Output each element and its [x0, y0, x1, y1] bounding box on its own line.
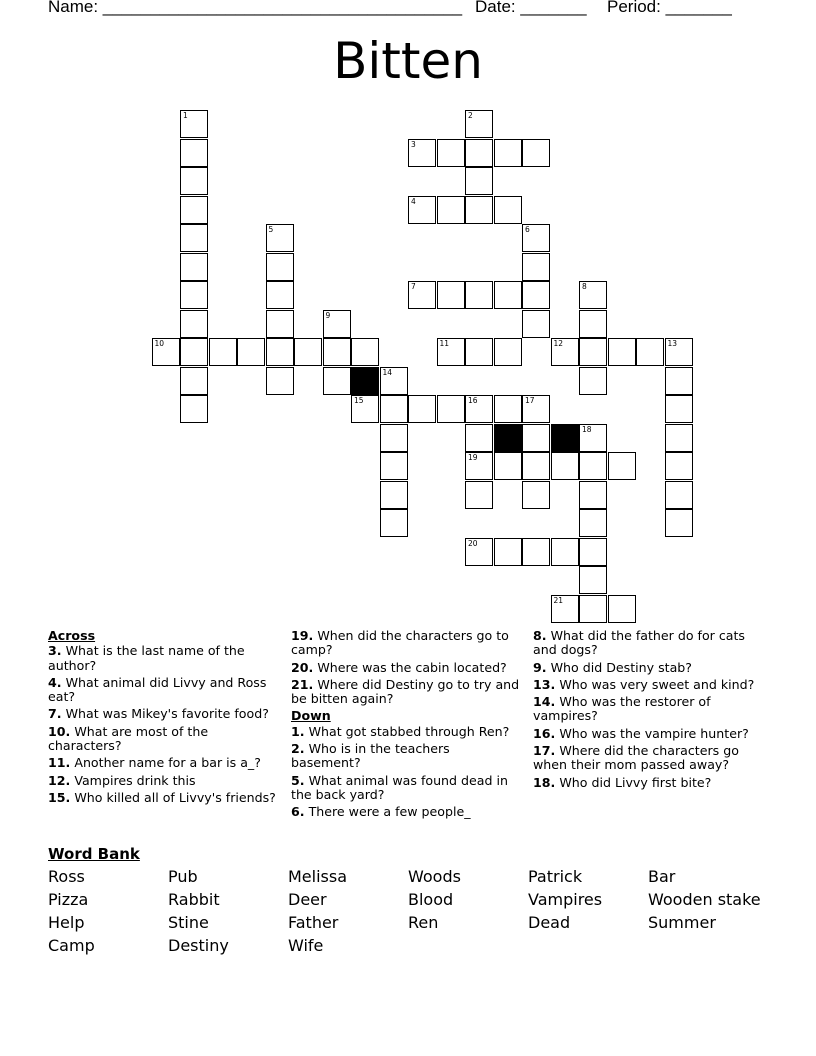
- clue-item-text: What is the last name of the author?: [48, 643, 245, 673]
- clue-item: [291, 678, 523, 707]
- clue-item-number: 9.: [533, 659, 547, 675]
- grid-cell[interactable]: [579, 367, 607, 395]
- clue-item-number: 8.: [533, 628, 547, 643]
- word-bank-item: Summer: [648, 913, 716, 932]
- grid-cell[interactable]: [579, 595, 607, 623]
- clue-item-number: 16.: [533, 725, 556, 741]
- black-cell: [494, 424, 522, 452]
- grid-cell[interactable]: [522, 281, 550, 309]
- clue-item-text: Who was the vampire hunter?: [559, 725, 749, 741]
- grid-cell[interactable]: [551, 452, 579, 480]
- grid-cell[interactable]: [579, 509, 607, 537]
- clue-item-number: 11.: [48, 755, 71, 771]
- clue-item: [533, 727, 765, 741]
- grid-cell[interactable]: [608, 595, 636, 623]
- clue-item-number: 21.: [291, 676, 314, 692]
- clue-item-text: What animal did Livvy and Ross eat?: [48, 674, 267, 705]
- grid-cell[interactable]: [380, 367, 408, 395]
- grid-cell[interactable]: [465, 395, 493, 423]
- clue-item-number: 18.: [533, 774, 556, 790]
- word-bank-item: Rabbit: [168, 890, 220, 909]
- grid-cell[interactable]: [180, 196, 208, 224]
- grid-cell[interactable]: [237, 338, 265, 366]
- grid-cell[interactable]: [380, 395, 408, 423]
- word-bank-title: Word Bank: [48, 845, 140, 863]
- grid-cell[interactable]: [465, 110, 493, 138]
- clue-item-number: 12.: [48, 772, 71, 788]
- clue-number: 9: [325, 310, 331, 320]
- grid-cell[interactable]: [636, 338, 664, 366]
- word-bank-item: Pizza: [48, 890, 89, 909]
- clue-item-text: Who did Destiny stab?: [550, 659, 692, 675]
- grid-cell[interactable]: [665, 395, 693, 423]
- clue-item-number: 7.: [48, 706, 62, 722]
- clue-item-text: Who did Livvy first bite?: [559, 774, 712, 790]
- word-bank-item: Ross: [48, 867, 85, 886]
- clue-item: [533, 695, 765, 724]
- grid-cell[interactable]: [408, 281, 436, 309]
- grid-cell[interactable]: [579, 481, 607, 509]
- grid-cell[interactable]: [494, 338, 522, 366]
- grid-cell[interactable]: [351, 395, 379, 423]
- grid-cell[interactable]: [323, 310, 351, 338]
- clue-item-text: What did the father do for cats and dogs?: [533, 628, 745, 658]
- grid-cell[interactable]: [665, 424, 693, 452]
- word-bank-item: Woods: [408, 867, 461, 886]
- grid-cell[interactable]: [180, 253, 208, 281]
- clue-item: [291, 661, 523, 675]
- word-bank-item: Dead: [528, 913, 571, 932]
- grid-cell[interactable]: [380, 424, 408, 452]
- period-label: Period: _______: [607, 0, 732, 16]
- grid-cell[interactable]: [665, 452, 693, 480]
- clue-number: 14: [382, 367, 393, 377]
- grid-cell[interactable]: [408, 139, 436, 167]
- black-cell: [351, 367, 379, 395]
- clue-item-number: 4.: [48, 674, 62, 690]
- grid-cell[interactable]: [408, 395, 436, 423]
- grid-cell[interactable]: [380, 452, 408, 480]
- clue-item: [48, 725, 280, 754]
- date-label: Date: _______: [475, 0, 587, 16]
- grid-cell[interactable]: [522, 253, 550, 281]
- clue-number: 19: [468, 453, 478, 462]
- clue-item: [48, 676, 280, 705]
- grid-cell[interactable]: [266, 367, 294, 395]
- grid-cell[interactable]: [465, 196, 493, 224]
- grid-cell[interactable]: [665, 481, 693, 509]
- clue-item: [291, 774, 523, 803]
- clue-item-number: 13.: [533, 676, 556, 692]
- grid-cell[interactable]: [579, 424, 607, 452]
- clue-item: [48, 707, 280, 721]
- section-heading: Across: [48, 628, 96, 643]
- clue-item-text: Where did the characters go when their mom passed away?: [533, 743, 739, 773]
- clue-number: 16: [468, 396, 478, 405]
- grid-cell[interactable]: [579, 538, 607, 566]
- grid-cell[interactable]: [579, 338, 607, 366]
- clue-item-number: 6.: [291, 804, 305, 820]
- grid-cell[interactable]: [152, 338, 180, 366]
- clue-number: 12: [553, 339, 564, 348]
- clue-number: 17: [525, 396, 535, 405]
- grid-cell[interactable]: [180, 367, 208, 395]
- clue-item-number: 2.: [291, 741, 305, 757]
- grid-cell[interactable]: [180, 310, 208, 338]
- clue-item-text: There were a few people_: [308, 804, 471, 820]
- clue-item-text: What got stabbed through Ren?: [308, 723, 510, 739]
- grid-cell[interactable]: [494, 196, 522, 224]
- grid-cell[interactable]: [266, 338, 294, 366]
- clue-item: [291, 742, 523, 771]
- grid-cell[interactable]: [522, 224, 550, 252]
- clue-item-text: When did the characters go to camp?: [291, 628, 509, 658]
- grid-cell[interactable]: [180, 395, 208, 423]
- clue-item-text: What was Mikey's favorite food?: [65, 706, 269, 722]
- clue-item-number: 1.: [291, 723, 305, 739]
- clue-item-text: What are most of the characters?: [48, 723, 209, 754]
- clue-item: [291, 725, 523, 739]
- grid-cell[interactable]: [579, 281, 607, 309]
- clue-item-text: Where was the cabin located?: [317, 659, 507, 675]
- grid-cell[interactable]: [522, 452, 550, 480]
- grid-cell[interactable]: [522, 395, 550, 423]
- grid-cell[interactable]: [266, 281, 294, 309]
- grid-cell[interactable]: [437, 196, 465, 224]
- clue-item-text: What animal was found dead in the back yard?: [291, 772, 508, 802]
- grid-cell[interactable]: [665, 509, 693, 537]
- grid-cell[interactable]: [522, 481, 550, 509]
- grid-cell[interactable]: [465, 538, 493, 566]
- grid-cell[interactable]: [351, 338, 379, 366]
- word-bank-item: Patrick: [528, 867, 583, 886]
- grid-cell[interactable]: [323, 338, 351, 366]
- grid-cell[interactable]: [180, 167, 208, 195]
- grid-cell[interactable]: [294, 338, 322, 366]
- word-bank-item: Pub: [168, 867, 198, 886]
- grid-cell[interactable]: [665, 367, 693, 395]
- grid-cell[interactable]: [608, 338, 636, 366]
- grid-cell[interactable]: [437, 395, 465, 423]
- grid-cell[interactable]: [665, 338, 693, 366]
- clue-item: [48, 774, 280, 788]
- clue-item-number: 14.: [533, 694, 556, 710]
- grid-cell[interactable]: [494, 538, 522, 566]
- grid-cell[interactable]: [465, 167, 493, 195]
- grid-cell[interactable]: [180, 338, 208, 366]
- grid-cell[interactable]: [465, 481, 493, 509]
- grid-cell[interactable]: [551, 595, 579, 623]
- grid-cell[interactable]: [465, 424, 493, 452]
- clue-item-number: 20.: [291, 659, 314, 675]
- grid-cell[interactable]: [437, 281, 465, 309]
- word-bank-item: Father: [288, 913, 339, 932]
- clue-column-3: [533, 629, 765, 793]
- grid-cell[interactable]: [180, 139, 208, 167]
- word-bank-item: Help: [48, 913, 85, 932]
- clue-item-number: 5.: [291, 772, 305, 788]
- clue-number: 15: [354, 396, 364, 405]
- section-heading: Down: [291, 708, 331, 724]
- clue-item: [48, 644, 280, 673]
- clue-item: [533, 744, 765, 773]
- grid-cell[interactable]: [494, 395, 522, 423]
- clue-column-1: [48, 629, 280, 808]
- grid-cell[interactable]: [494, 281, 522, 309]
- clue-item: [533, 661, 765, 675]
- grid-cell[interactable]: [437, 338, 465, 366]
- word-bank-item: Wooden stake: [648, 890, 761, 909]
- grid-cell[interactable]: [494, 139, 522, 167]
- clue-number: 5: [268, 225, 274, 234]
- clue-item-text: Another name for a bar is a_?: [74, 755, 261, 771]
- grid-cell[interactable]: [579, 310, 607, 338]
- clue-number: 21: [553, 595, 564, 605]
- clue-item: [533, 629, 765, 658]
- clue-item-text: Vampires drink this: [74, 772, 196, 788]
- clue-item: [48, 791, 280, 805]
- clue-number: 4: [411, 196, 416, 206]
- clue-item-number: 17.: [533, 743, 556, 759]
- word-bank-item: Destiny: [168, 936, 229, 955]
- grid-cell[interactable]: [551, 538, 579, 566]
- grid-cell[interactable]: [465, 338, 493, 366]
- clue-item-text: Who was the restorer of vampires?: [533, 694, 711, 724]
- clue-number: 8: [582, 282, 587, 291]
- grid-cell[interactable]: [266, 253, 294, 281]
- clue-number: 11: [439, 339, 450, 348]
- clue-number: 6: [525, 225, 530, 234]
- clue-number: 18: [582, 424, 592, 434]
- word-bank-item: Wife: [288, 936, 324, 955]
- clue-item-text: Who was very sweet and kind?: [559, 676, 755, 692]
- grid-cell[interactable]: [522, 139, 550, 167]
- grid-cell[interactable]: [579, 452, 607, 480]
- grid-cell[interactable]: [209, 338, 237, 366]
- grid-cell[interactable]: [522, 424, 550, 452]
- grid-cell[interactable]: [551, 338, 579, 366]
- clue-item: [48, 756, 280, 770]
- clue-item-number: 10.: [48, 723, 71, 739]
- clue-item-text: Who is in the teachers basement?: [291, 741, 450, 771]
- page-title: Bitten: [333, 32, 483, 90]
- clue-item-number: 15.: [48, 789, 71, 805]
- grid-cell[interactable]: [380, 481, 408, 509]
- grid-cell[interactable]: [465, 452, 493, 480]
- grid-cell[interactable]: [608, 452, 636, 480]
- clue-number: 10: [154, 339, 165, 348]
- grid-cell[interactable]: [323, 367, 351, 395]
- clue-item: [533, 678, 765, 692]
- word-bank-item: Blood: [408, 890, 454, 909]
- grid-cell[interactable]: [408, 196, 436, 224]
- word-bank-item: Vampires: [528, 890, 603, 909]
- name-label: Name: ______________________________________: [48, 0, 463, 16]
- word-bank-item: Stine: [168, 913, 209, 932]
- clue-item: [291, 629, 523, 658]
- grid-cell[interactable]: [180, 224, 208, 252]
- clue-number: 7: [411, 282, 416, 291]
- grid-cell[interactable]: [380, 509, 408, 537]
- clue-item-text: Who killed all of Livvy's friends?: [74, 789, 276, 805]
- grid-cell[interactable]: [494, 452, 522, 480]
- grid-cell[interactable]: [180, 281, 208, 309]
- clue-number: 20: [468, 538, 478, 548]
- grid-cell[interactable]: [437, 139, 465, 167]
- clue-number: 2: [468, 111, 473, 120]
- grid-cell[interactable]: [522, 538, 550, 566]
- black-cell: [551, 424, 579, 452]
- word-bank-item: Ren: [408, 913, 439, 932]
- grid-cell[interactable]: [465, 281, 493, 309]
- grid-cell[interactable]: [266, 310, 294, 338]
- word-bank-item: Deer: [288, 890, 327, 909]
- word-bank-item: Camp: [48, 936, 95, 955]
- word-bank-item: Bar: [648, 867, 676, 886]
- clue-item-number: 3.: [48, 643, 62, 659]
- clue-item-text: Where did Destiny go to try and be bitten again?: [291, 676, 520, 707]
- grid-cell[interactable]: [180, 110, 208, 138]
- word-bank-item: Melissa: [288, 867, 348, 886]
- clue-number: 3: [411, 139, 416, 149]
- clue-number: 1: [183, 111, 188, 120]
- clue-item-number: 19.: [291, 628, 314, 643]
- grid-cell[interactable]: [266, 224, 294, 252]
- clue-number: 13: [667, 339, 678, 348]
- clue-item: [533, 776, 765, 790]
- grid-cell[interactable]: [465, 139, 493, 167]
- grid-cell[interactable]: [579, 566, 607, 594]
- grid-cell[interactable]: [522, 310, 550, 338]
- clue-item: [291, 805, 523, 819]
- clue-column-2: [291, 629, 523, 823]
